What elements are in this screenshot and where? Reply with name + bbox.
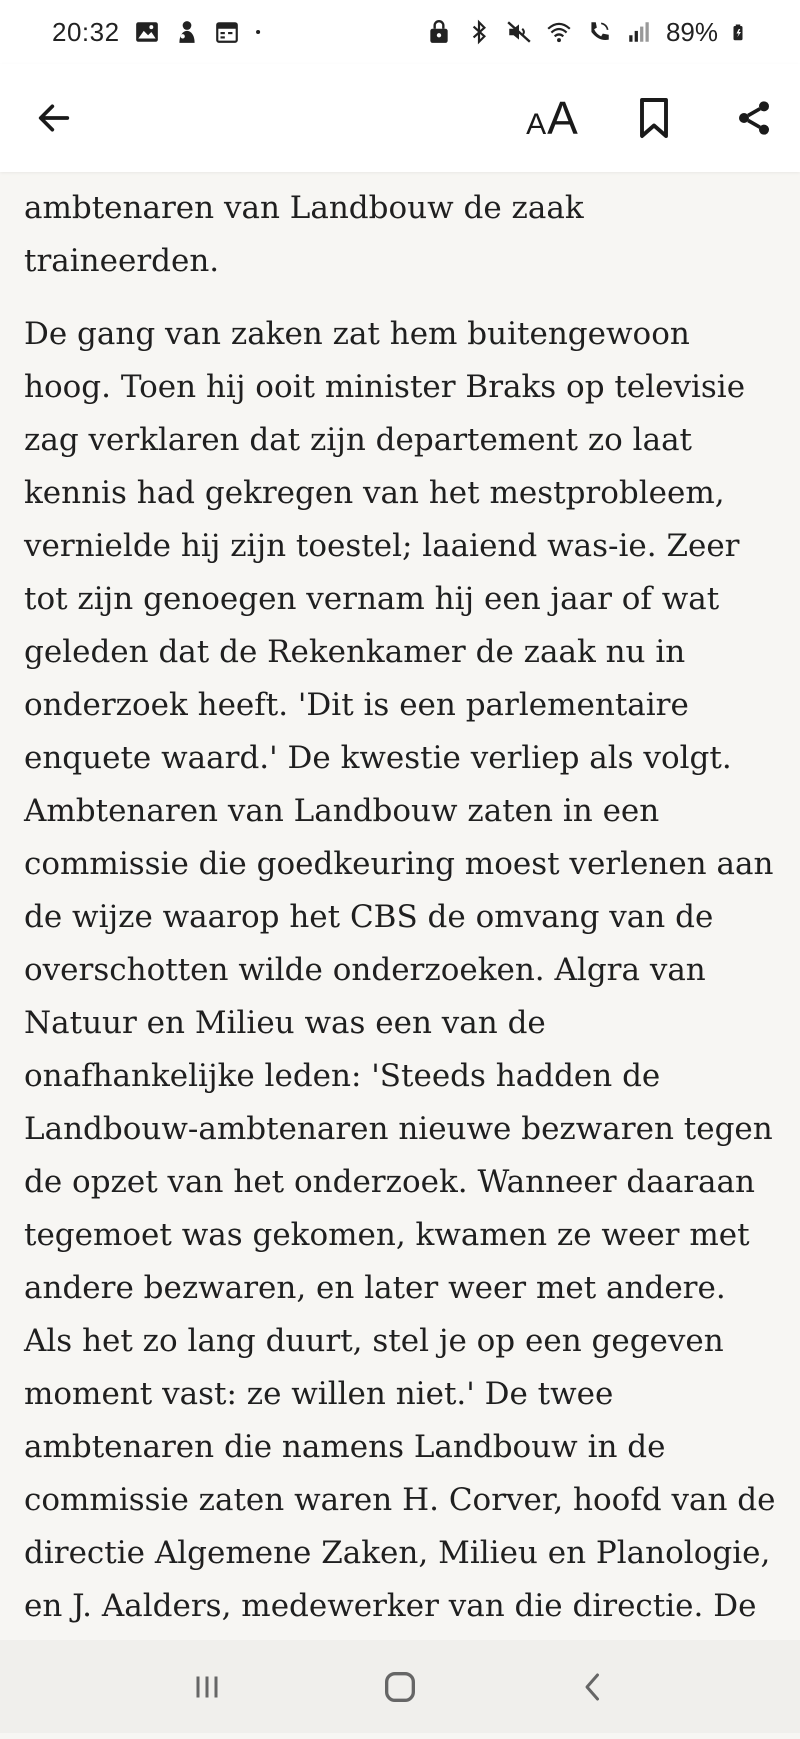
back-nav-button[interactable] [558,1657,628,1717]
mute-icon [506,19,532,45]
wifi-icon [546,19,572,45]
navigation-bar [0,1640,800,1733]
status-time: 20:32 [52,16,120,47]
bookmark-button[interactable] [622,86,686,150]
signal-icon [626,19,652,45]
dot-icon [254,19,268,45]
home-icon [380,1667,420,1707]
back-arrow-icon [34,98,74,138]
bluetooth-icon [466,19,492,45]
article-body[interactable] [0,172,800,1640]
text-size-small-letter: A [526,108,547,141]
home-button[interactable] [365,1657,435,1717]
status-right [426,17,750,48]
gallery-icon [134,19,160,45]
wifi-calling-icon [586,19,612,45]
calendar-icon [214,19,240,45]
status-bar [0,0,800,64]
back-icon [575,1669,611,1705]
article-paragraph: De gang van zaken zat hem buitengewoon hoog. Toen hij ooit minister Braks op televisie zag verklaren dat zijn departement zo laat kennis had gekregen van het mestprobleem, vernielde hij zijn toestel; laaiend was-ie. Zeer tot zijn genoegen vernam hij een jaar of wat geleden dat de Rekenkamer de zaak nu in onderzoek heeft. 'Dit is een parlementaire enquete waard.' De kwestie verliep als volgt. Ambtenaren van Landbouw zaten in een commissie die goedkeuring moest verlenen aan de wijze waarop het CBS de omvang van de overschotten wilde onderzoeken. Algra van Natuur en Milieu was een van de onafhankelijke leden: 'Steeds hadden de Landbouw-ambtenaren nieuwe bezwaren tegen de opzet van het onderzoek. Wanneer daaraan tegemoet was gekomen, kwamen ze weer met andere bezwaren, en later weer met andere. Als het zo lang duurt, stel je op een gegeven moment vast: ze willen niet.' De twee ambtenaren die namens Landbouw in de commissie zaten waren H. Corver, hoofd van de directie Algemene Zaken, Milieu en Planologie, en J. Aalders, medewerker van die directie. De [24,316,776,1624]
lock-icon [426,19,452,45]
text-size-icon [526,91,578,145]
status-left [52,17,268,48]
share-icon [734,98,774,138]
share-button[interactable] [722,86,786,150]
back-button[interactable] [22,86,86,150]
bookmark-icon [636,96,672,140]
article-paragraph: ambtenaren van Landbouw de zaak traineerden. [24,190,584,279]
text-size-button[interactable] [520,86,584,150]
recent-apps-icon [189,1669,225,1705]
text-size-big-letter: A [547,92,578,144]
app-bar [0,64,800,172]
recent-apps-button[interactable] [172,1657,242,1717]
battery-percent: 89% [665,16,718,47]
battery-icon [732,19,750,45]
notification-icon [174,19,200,45]
